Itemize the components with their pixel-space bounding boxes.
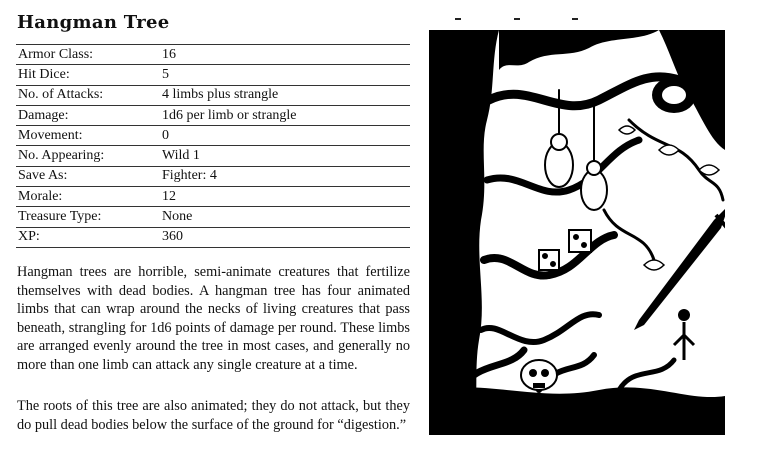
page-title: Hangman Tree — [17, 12, 170, 33]
stat-value: 1d6 per limb or strangle — [160, 105, 410, 125]
stat-row — [16, 207, 410, 227]
registration-mark — [572, 18, 578, 20]
stat-label: Damage: — [16, 105, 160, 125]
stat-value: 16 — [160, 45, 410, 65]
stat-row — [16, 65, 410, 85]
stat-row — [16, 166, 410, 186]
stat-row — [16, 146, 410, 166]
stat-label: Hit Dice: — [16, 65, 160, 85]
registration-mark — [514, 18, 520, 20]
stat-row — [16, 85, 410, 105]
leaf — [619, 126, 635, 134]
stat-row — [16, 105, 410, 125]
hanged-head — [551, 134, 567, 150]
stat-label: Morale: — [16, 187, 160, 207]
stat-value: 12 — [160, 187, 410, 207]
stat-value: Wild 1 — [160, 146, 410, 166]
stat-value: 5 — [160, 65, 410, 85]
description-paragraph: Hangman trees are horrible, semi-animate creatures that fertilize themselves with dead bodies. A hangman tree has four animated limbs that can wrap around the necks of living creatures that pass beneath, strangling for 1d6 points of damage per round. These limbs are arranged evenly around the tree in most cases, and generally no more than one limb can attack any single creature at a time. — [17, 264, 410, 373]
stat-value: 0 — [160, 126, 410, 146]
ground — [429, 387, 725, 435]
cube-creature — [539, 250, 559, 270]
cube-creature — [569, 230, 591, 252]
stat-label: No. of Attacks: — [16, 85, 160, 105]
stat-label: Save As: — [16, 166, 160, 186]
skull-icon — [521, 360, 557, 390]
stat-row — [16, 227, 410, 247]
stat-label: Treasure Type: — [16, 207, 160, 227]
stat-block-table — [16, 44, 410, 248]
stat-label: No. Appearing: — [16, 146, 160, 166]
stat-label: Movement: — [16, 126, 160, 146]
stat-value: 4 limbs plus strangle — [160, 85, 410, 105]
stat-row — [16, 126, 410, 146]
hanged-head — [587, 161, 601, 175]
hangman-tree-illustration — [429, 30, 725, 435]
stat-row — [16, 45, 410, 65]
stat-label: XP: — [16, 227, 160, 247]
stat-value: Fighter: 4 — [160, 166, 410, 186]
stat-label: Armor Class: — [16, 45, 160, 65]
stat-value: 360 — [160, 227, 410, 247]
registration-mark — [455, 18, 461, 20]
stat-row — [16, 187, 410, 207]
description-paragraph: The roots of this tree are also animated; they do not attack, but they do pull dead bodies below the surface of the ground for “digestion.” — [17, 398, 410, 433]
stat-value: None — [160, 207, 410, 227]
